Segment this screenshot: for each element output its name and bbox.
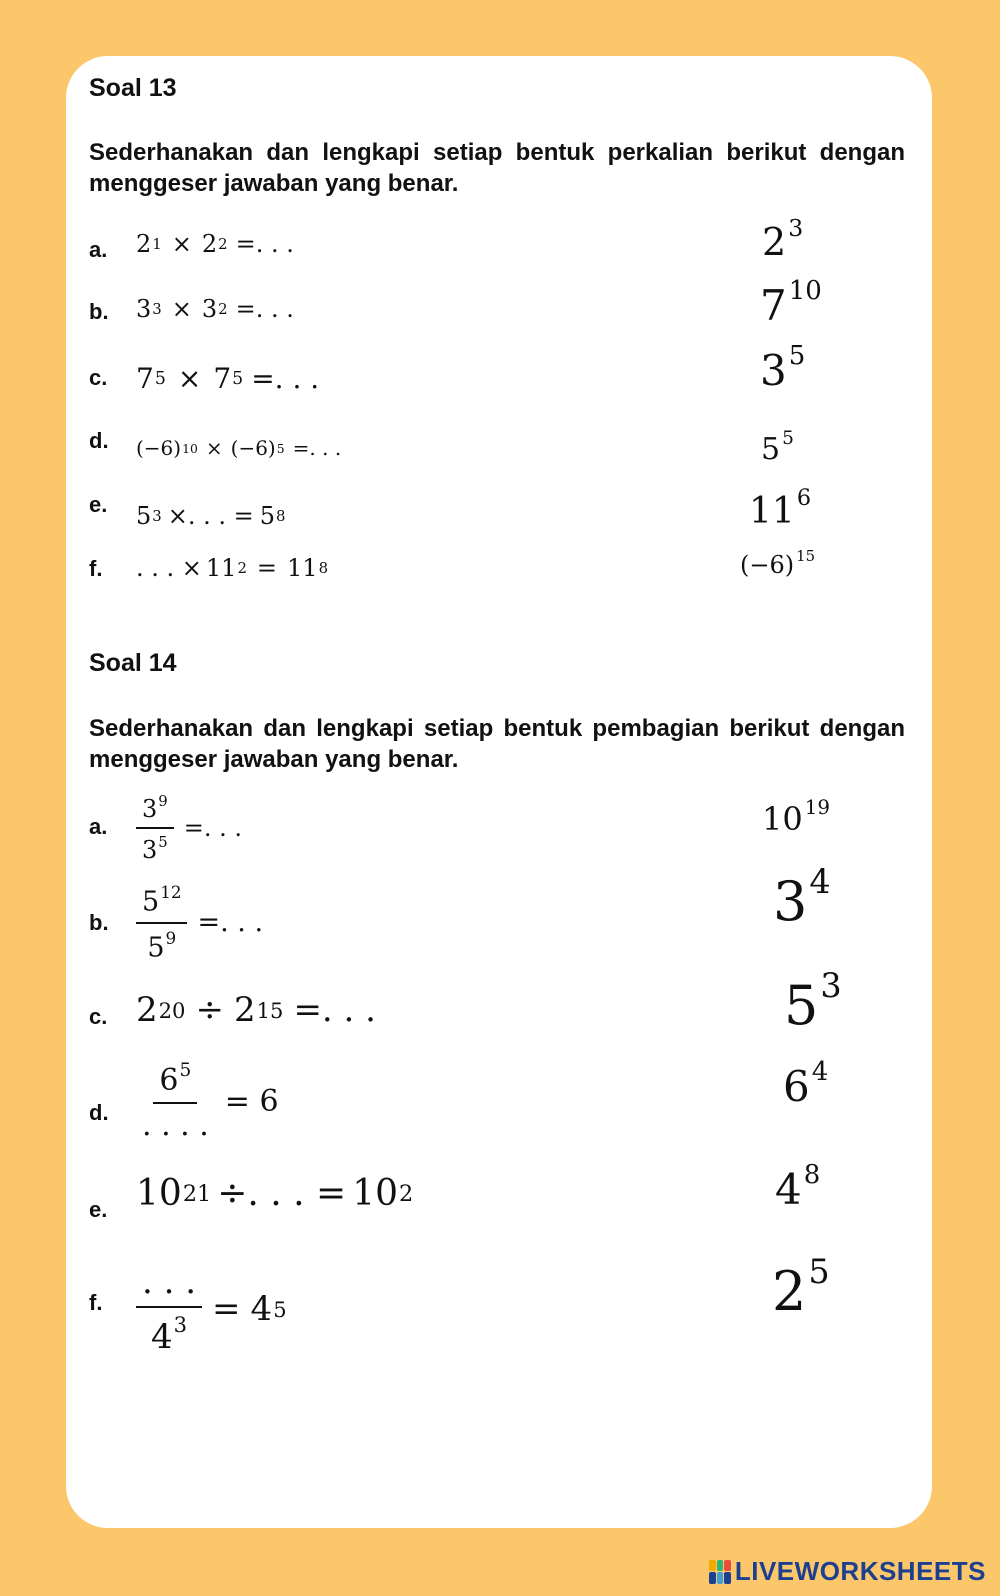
- s13-question-e: 5 3 ×. . . = 5 8: [136, 502, 286, 530]
- s13-question-a: 2 1 × 2 2 =. . .: [136, 230, 294, 258]
- liveworksheets-logo-text: LIVEWORKSHEETS: [734, 1556, 986, 1586]
- fraction: $\frac{5^{12}}{5^9}$: [136, 882, 187, 963]
- fraction: $\frac{. . .}{4^3}$: [136, 1262, 202, 1357]
- s13-question-c: 7 5 × 7 5 =. . .: [136, 362, 320, 395]
- s13-label-e: e.: [89, 492, 108, 517]
- s13-answer-tile[interactable]: 5 $^5$: [761, 428, 794, 467]
- liveworksheets-logo[interactable]: [709, 1556, 986, 1587]
- s13-label-f: f.: [89, 556, 103, 581]
- s13-question-b: 3 3 × 3 2 =. . .: [136, 295, 294, 323]
- s14-answer-tile[interactable]: $6^4$: [783, 1057, 829, 1111]
- s14-question-b: $\frac{5^{12}}{5^9}$ =. . .: [136, 882, 263, 963]
- s14-label-b: b.: [89, 910, 109, 935]
- s13-answer-tile[interactable]: $3^5$: [760, 341, 806, 395]
- fraction: $\frac{6^5}{. . . .}$: [142, 1060, 209, 1143]
- s14-answer-tile[interactable]: $5^3$: [784, 966, 842, 1037]
- s14-label-c: c.: [89, 1004, 108, 1029]
- s14-label-d: d.: [89, 1100, 109, 1125]
- soal-14-title: Soal 14: [89, 649, 177, 677]
- s14-question-a: $\frac{3^9}{3^5}$ =. . .: [136, 792, 242, 864]
- s13-question-d: (−6) 10 × (−6) 5 =. . .: [136, 436, 342, 460]
- soal-14-instruction: Sederhanakan dan lengkapi setiap bentuk pembagian berikut dengan menggeser jawaban yang benar.: [89, 715, 905, 773]
- s14-answer-tile[interactable]: $4^8$: [775, 1160, 821, 1214]
- liveworksheets-logo-icon: [709, 1560, 731, 1584]
- s13-answer-tile[interactable]: (−6) $^{15}$: [740, 547, 816, 579]
- s13-answer-tile[interactable]: $2^3$: [762, 214, 804, 264]
- s14-question-c: 2 20 ÷ 2 15 =. . .: [136, 990, 376, 1030]
- s13-answer-tile[interactable]: $11^6$: [749, 485, 812, 532]
- s14-answer-tile[interactable]: $2^5$: [772, 1252, 830, 1323]
- s13-label-d: d.: [89, 428, 109, 453]
- s14-question-e: 10 21 ÷. . . = 10 2: [136, 1173, 414, 1214]
- s14-label-a: a.: [89, 814, 108, 839]
- s14-label-f: f.: [89, 1290, 103, 1315]
- s13-label-b: b.: [89, 299, 109, 324]
- s14-question-d: $\frac{6^5}{. . . .}$ = 6: [136, 1060, 279, 1143]
- soal-13-title: Soal 13: [89, 74, 177, 102]
- soal-13-instruction: Sederhanakan dan lengkapi setiap bentuk perkalian berikut dengan menggeser jawaban yang benar.: [89, 139, 905, 197]
- s13-answer-tile[interactable]: $7^{10}$: [760, 276, 822, 330]
- s14-label-e: e.: [89, 1197, 108, 1222]
- s13-label-c: c.: [89, 365, 108, 390]
- s13-question-f: . . . × 11 2 = 11 8: [136, 554, 329, 582]
- fraction: $\frac{3^9}{3^5}$: [136, 792, 174, 864]
- s14-answer-tile[interactable]: 10 $^{19}$: [762, 796, 830, 838]
- s13-label-a: a.: [89, 237, 108, 262]
- s14-answer-tile[interactable]: $3^4$: [773, 862, 831, 933]
- s14-question-f: $\frac{. . .}{4^3}$ = 4 5: [136, 1262, 287, 1357]
